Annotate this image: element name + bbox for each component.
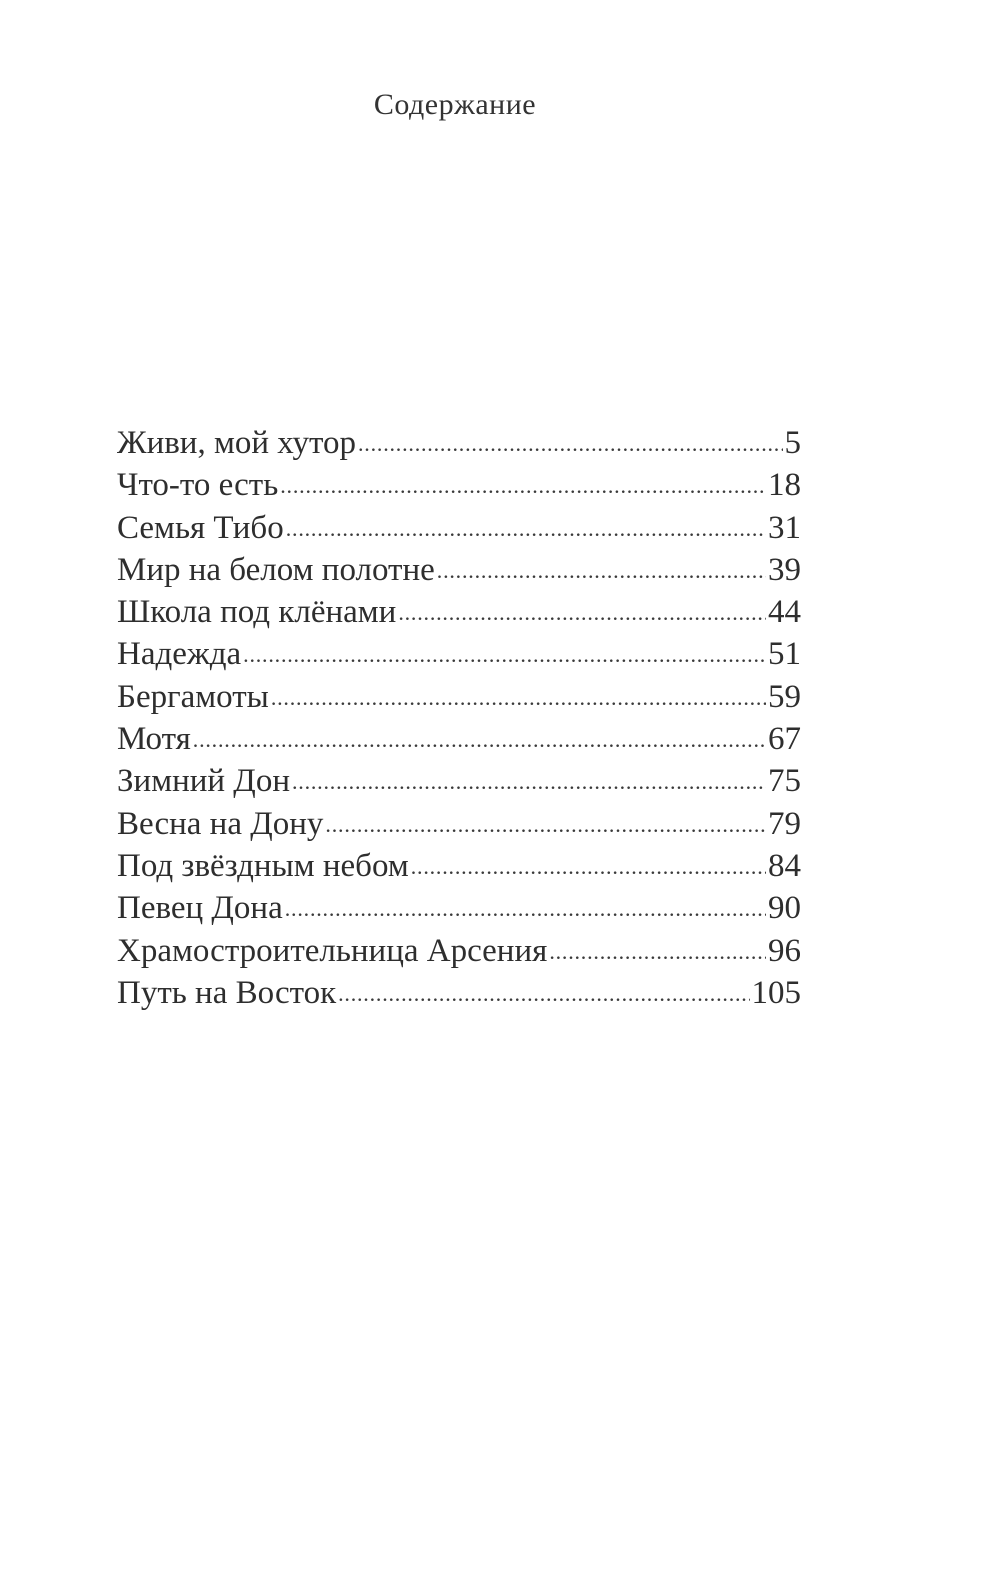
toc-entry-title: Живи, мой хутор bbox=[117, 425, 356, 461]
toc-entry-page: 96 bbox=[768, 932, 801, 969]
toc-entry-page: 67 bbox=[768, 721, 801, 758]
toc-entry bbox=[117, 930, 801, 972]
dot-leader bbox=[193, 716, 766, 758]
dot-leader bbox=[271, 674, 766, 716]
toc-entry-title: Надежда bbox=[117, 636, 242, 673]
toc-entry bbox=[117, 972, 801, 1014]
toc-entry-page: 90 bbox=[768, 890, 801, 927]
dot-leader bbox=[243, 631, 766, 673]
toc-entry bbox=[117, 422, 801, 464]
table-of-contents bbox=[117, 422, 801, 1014]
toc-entry-title: Весна на Дону bbox=[117, 805, 324, 842]
toc-entry-title: Храмостроительница Арсения bbox=[117, 932, 548, 969]
toc-entry bbox=[117, 845, 801, 887]
dot-leader bbox=[358, 420, 783, 462]
toc-entry bbox=[117, 633, 801, 675]
dot-leader bbox=[411, 843, 766, 885]
toc-entry bbox=[117, 760, 801, 802]
toc-entry-page: 105 bbox=[751, 974, 801, 1011]
toc-entry-page: 31 bbox=[768, 509, 801, 546]
dot-leader bbox=[292, 758, 766, 800]
toc-entry-title: Путь на Восток bbox=[117, 974, 337, 1011]
toc-entry-page: 39 bbox=[768, 551, 801, 588]
toc-entry-page: 44 bbox=[768, 594, 801, 631]
toc-entry bbox=[117, 887, 801, 929]
toc-entry-title: Певец Дона bbox=[117, 890, 283, 927]
toc-entry-page: 84 bbox=[768, 847, 801, 884]
toc-entry-page: 59 bbox=[768, 678, 801, 715]
dot-leader bbox=[325, 801, 766, 843]
dot-leader bbox=[338, 970, 749, 1012]
dot-leader bbox=[285, 885, 766, 927]
page-title: Содержание bbox=[373, 88, 537, 121]
toc-entry bbox=[117, 507, 801, 549]
dot-leader bbox=[286, 505, 766, 547]
toc-entry bbox=[117, 464, 801, 506]
toc-entry bbox=[117, 549, 801, 591]
dot-leader bbox=[398, 589, 766, 631]
toc-entry bbox=[117, 591, 801, 633]
toc-entry-page: 75 bbox=[768, 763, 801, 800]
toc-entry-title: Под звёздным небом bbox=[117, 847, 409, 884]
toc-entry-page: 51 bbox=[768, 636, 801, 673]
toc-entry bbox=[117, 676, 801, 718]
toc-entry-page: 79 bbox=[768, 805, 801, 842]
toc-entry-title: Зимний Дон bbox=[117, 763, 290, 800]
toc-entry-title: Что-то есть bbox=[117, 467, 279, 504]
dot-leader bbox=[437, 547, 766, 589]
toc-entry-title: Мотя bbox=[117, 721, 191, 758]
toc-entry-page: 5 bbox=[784, 425, 801, 461]
toc-entry-title: Мир на белом полотне bbox=[117, 551, 435, 588]
toc-entry bbox=[117, 803, 801, 845]
toc-entry-title: Школа под клёнами bbox=[117, 594, 397, 631]
toc-entry-title: Семья Тибо bbox=[117, 509, 284, 546]
dot-leader bbox=[549, 928, 766, 970]
toc-entry bbox=[117, 718, 801, 760]
toc-entry-page: 18 bbox=[768, 467, 801, 504]
dot-leader bbox=[280, 462, 766, 504]
toc-entry-title: Бергамоты bbox=[117, 678, 269, 715]
